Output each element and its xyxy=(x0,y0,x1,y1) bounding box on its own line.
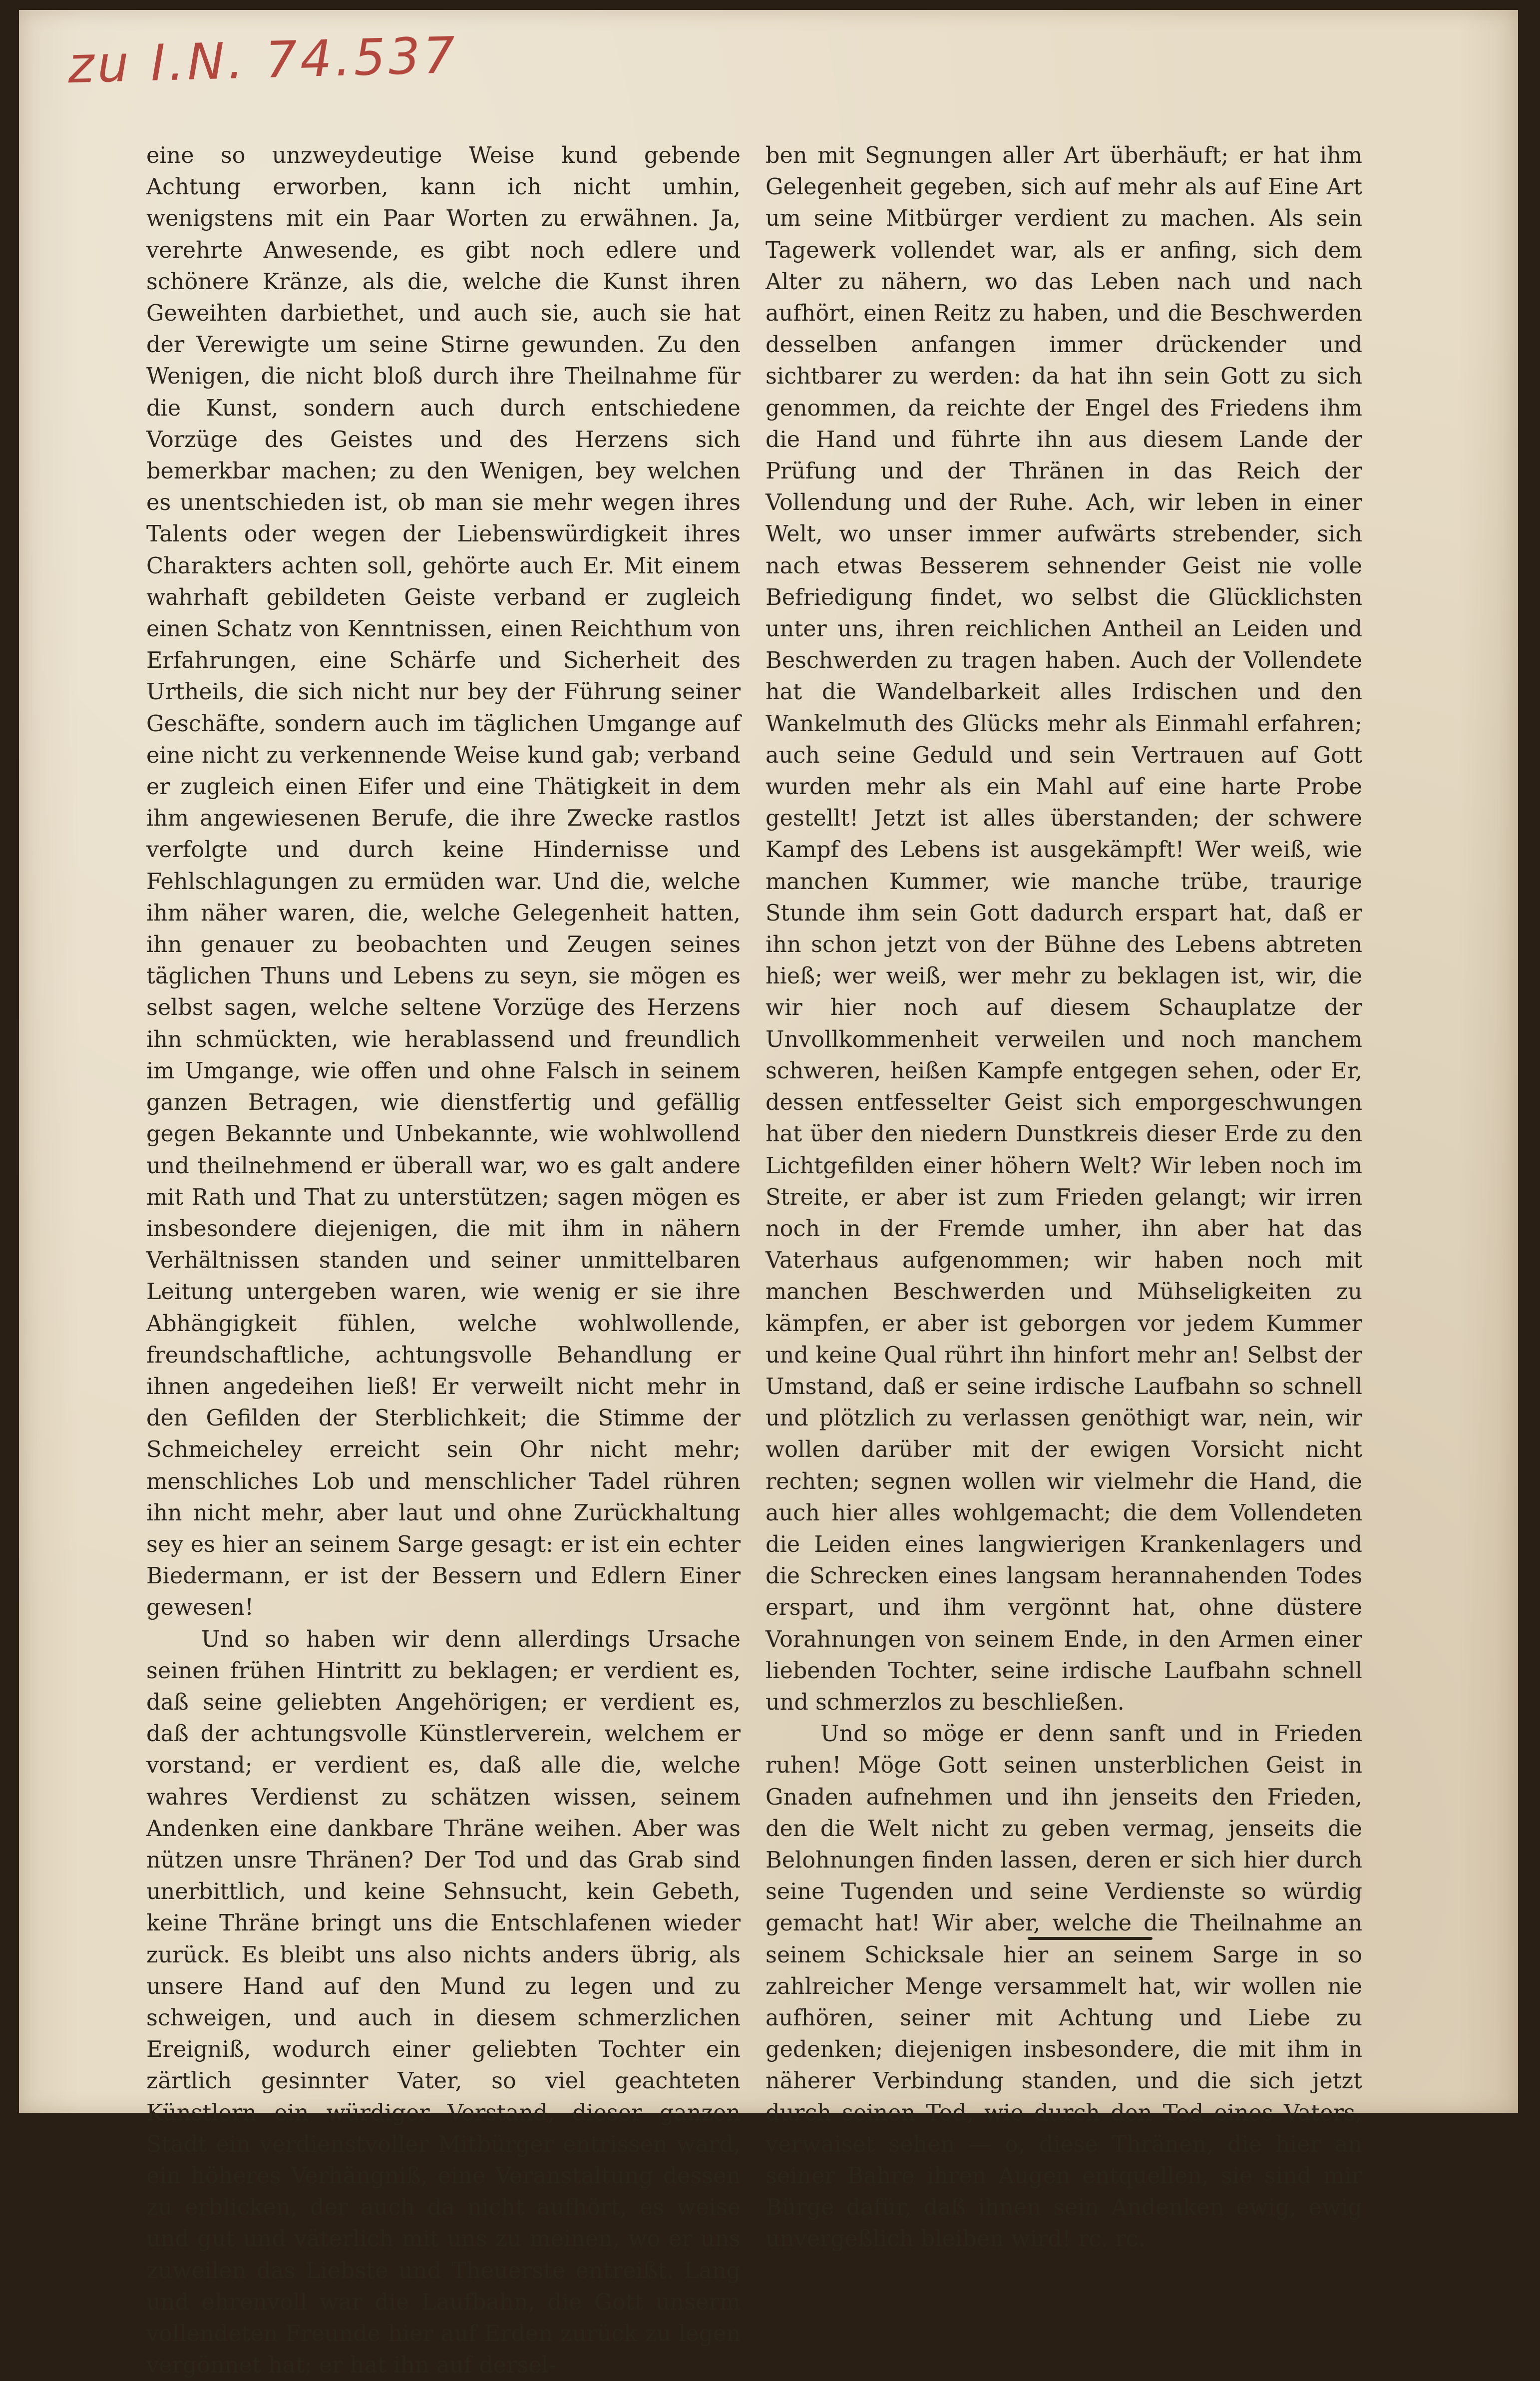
left-column xyxy=(146,140,741,2379)
left-paragraph-2: Und so haben wir denn allerdings Ursache seinen frühen Hintritt zu beklagen; er verdient es, daß seine geliebten Angehörigen; er verdient es, daß der achtungsvolle Künstlerverein, welchem er vorstand; er verdient es, daß alle die, welche wahres Verdienst zu schätzen wissen, seinem Andenken eine dankbare Thräne weihen. Aber was nützen unsre Thränen? Der Tod und das Grab sind unerbittlich, und keine Sehnsucht, kein Gebeth, keine Thräne bringt uns die Entschlafenen wieder zurück. Es bleibt uns also nichts anders übrig, als unsere Hand auf den Mund zu legen und zu schweigen, und auch in diesem schmerzlichen Ereigniß, wodurch einer geliebten Tochter ein zärtlich gesinnter Vater, so viel geachteten Künstlern ein würdiger Vorstand, dieser ganzen Stadt ein verdienstvoller Mitbürger entrissen ward, ein höheres Verhängniß, eine Veranstaltung dessen zu erblicken, der auch da nicht aufhört, es weise und gut und väterlich mit uns zu meinen, wo er uns zuweilen das Liebste und Theuerste entreißt. Lang und ehrenvoll war die Laufbahn, die Gott unserm vollendeten Freunde hier auf Erden zurück zu legen vergönnet hat; er hat ihn auf dersel- xyxy=(146,1626,741,2379)
right-paragraph-1: ben mit Segnungen aller Art überhäuft; er hat ihm Gelegenheit gegeben, sich auf mehr als auf Eine Art um seine Mitbürger verdient zu machen. Als sein Tagewerk vollendet war, als er anfing, sich dem Alter zu nähern, wo das Leben nach und nach aufhört, einen Reitz zu haben, und die Beschwerden desselben anfangen immer drückender und sichtbarer zu werden: da hat ihn sein Gott zu sich genommen, da reichte der Engel des Friedens ihm die Hand und führte ihn aus diesem Lande der Prüfung und der Thränen in das Reich der Vollendung und der Ruhe. Ach, wir leben in einer Welt, wo unser immer aufwärts strebender, sich nach etwas Besserem sehnender Geist nie volle Befriedigung findet, wo selbst die Glücklichsten unter uns, ihren reichlichen Antheil an Leiden und Beschwerden zu tragen haben. Auch der Vollendete hat die Wandelbarkeit alles Irdischen und den Wankelmuth des Glücks mehr als Einmahl erfahren; auch seine Geduld und sein Vertrauen auf Gott wurden mehr als ein Mahl auf eine harte Probe gestellt! Jetzt ist alles überstanden; der schwere Kampf des Lebens ist ausgekämpft! Wer weiß, wie manchen Kummer, wie manche trübe, traurige Stunde ihm sein Gott dadurch erspart hat, daß er ihn schon jetzt von der Bühne des Lebens abtreten hieß; wer weiß, wer mehr zu beklagen ist, wir, die wir hier noch auf diesem Schauplatze der Unvollkommenheit verweilen und noch manchem schweren, heißen Kampfe entgegen sehen, oder Er, dessen entfesselter Geist sich emporgeschwungen hat über den niedern Dunstkreis dieser Erde zu den Lichtgefilden einer höhern Welt? Wir leben noch im Streite, er aber ist zum Frieden gelangt; wir irren noch in der Fremde umher, ihn aber hat das Vaterhaus aufgenommen; wir haben noch mit manchen Beschwerden und Mühseligkeiten zu kämpfen, er aber ist geborgen vor jedem Kummer und keine Qual rührt ihn hinfort mehr an! Selbst der Umstand, daß er seine irdische Laufbahn so schnell und plötzlich zu verlassen genöthigt war, nein, wir wollen darüber mit der ewigen Vorsicht nicht rechten; segnen wollen wir vielmehr die Hand, die auch hier alles wohlgemacht; die dem Vollendeten die Leiden eines langwierigen Krankenlagers und die Schrecken eines langsam herannahenden Todes erspart, und ihm vergönnt hat, ohne düstere Vorahnungen von seinem Ende, in den Armen einer liebenden Tochter, seine irdische Laufbahn schnell und schmerzlos zu beschließen. xyxy=(766,143,1362,1715)
left-paragraph-1: eine so unzweydeutige Weise kund gebende Achtung erworben, kann ich nicht umhin, wenigstens mit ein Paar Worten zu erwähnen. Ja, verehrte Anwesende, es gibt noch edlere und schönere Kränze, als die, welche die Kunst ihren Geweihten darbiethet, und auch sie, auch sie hat der Verewigte um seine Stirne gewunden. Zu den Wenigen, die nicht bloß durch ihre Theilnahme für die Kunst, sondern auch durch entschiedene Vorzüge des Geistes und des Herzens sich bemerkbar machen; zu den Wenigen, bey welchen es unentschieden ist, ob man sie mehr wegen ihres Talents oder wegen der Liebenswürdigkeit ihres Charakters achten soll, gehörte auch Er. Mit einem wahrhaft gebildeten Geiste verband er zugleich einen Schatz von Kenntnissen, einen Reichthum von Erfahrungen, eine Schärfe und Sicherheit des Urtheils, die sich nicht nur bey der Führung seiner Geschäfte, sondern auch im täglichen Umgange auf eine nicht zu verkennende Weise kund gab; verband er zugleich einen Eifer und eine Thätigkeit in dem ihm angewiesenen Berufe, die ihre Zwecke rastlos verfolgte und durch keine Hindernisse und Fehlschlagungen zu ermüden war. Und die, welche ihm näher waren, die, welche Gelegenheit hatten, ihn genauer zu beobachten und Zeugen seines täglichen Thuns und Lebens zu seyn, sie mögen es selbst sagen, welche seltene Vorzüge des Herzens ihn schmückten, wie herablassend und freundlich im Umgange, wie offen und ohne Falsch in seinem ganzen Betragen, wie dienstfertig und gefällig gegen Bekannte und Unbekannte, wie wohlwollend und theilnehmend er überall war, wo es galt andere mit Rath und That zu unterstützen; sagen mögen es insbesondere diejenigen, die mit ihm in nähern Verhältnissen standen und seiner unmittelbaren Leitung untergeben waren, wie wenig er sie ihre Abhängigkeit fühlen, welche wohlwollende, freundschaftliche, achtungsvolle Behandlung er ihnen angedeihen ließ! Er verweilt nicht mehr in den Gefilden der Sterblichkeit; die Stimme der Schmeicheley erreicht sein Ohr nicht mehr; menschliches Lob und menschlicher Tadel rühren ihn nicht mehr, aber laut und ohne Zurückhaltung sey es hier an seinem Sarge gesagt: er ist ein echter Biedermann, er ist der Bessern und Edlern Einer gewesen! xyxy=(146,143,741,1621)
document-page xyxy=(19,10,1518,2379)
right-paragraph-2: Und so möge er denn sanft und in Frieden ruhen! Möge Gott seinen unsterblichen Geist in Gnaden aufnehmen und ihn jenseits den Frieden, den die Welt nicht zu geben vermag, jenseits die Belohnungen finden lassen, deren er sich hier durch seine Tugenden und seine Verdienste so würdig gemacht hat! Wir aber, welche die Theilnahme an seinem Schicksale hier an seinem Sarge in so zahlreicher Menge versammelt hat, wir wollen nie aufhören, seiner mit Achtung und Liebe zu gedenken; diejenigen insbesondere, die mit ihm in näherer Verbindung standen, und die sich jetzt durch seinen Tod, wie durch den Tod eines Vaters, verwaiset sehen — o, diese Thränen, die hier an seiner Bahre ihren Augen entquellen, sie sind mir Bürge dafür, daß ihnen sein Andenken ewig, ewig unvergeßlich bleiben wird! rc. rc. xyxy=(766,1721,1362,2252)
right-column xyxy=(766,140,1362,2252)
archive-annotation: zu I.N. 74.537 xyxy=(67,25,459,95)
closing-rule xyxy=(1028,1937,1153,1940)
